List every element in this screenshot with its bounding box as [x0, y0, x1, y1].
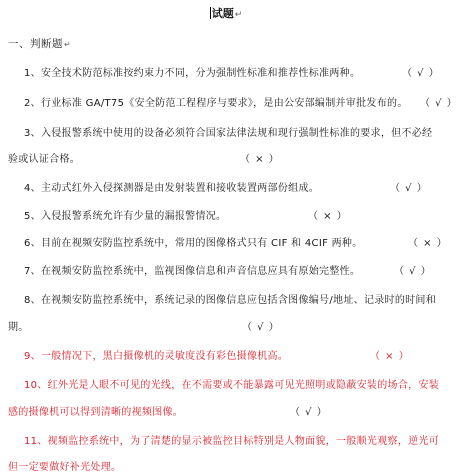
title-text: 试题 [211, 7, 234, 20]
question-7-answer: （ √ ） [394, 266, 432, 277]
question-5-text: 5、入侵报警系统允许有少量的漏报警情况。 [24, 211, 227, 222]
question-11-line-2: 但一定要做好补光处理。 [8, 462, 122, 473]
section-heading-text: 一、判断题 [8, 38, 63, 50]
question-2-answer: （ √ ） [420, 98, 458, 109]
question-10-text: 感的摄像机可以得到清晰的视频图像。 [8, 407, 184, 418]
section-heading [8, 36, 71, 51]
question-10-line-2 [8, 403, 183, 418]
question-7-text: 7、在视频安防监控系统中，监视图像信息和声音信息应具有原始完整性。 [24, 266, 361, 277]
question-11-line-1: 11、视频监控系统中，为了清楚的显示被监控目标特别是人物面貌，一般顺光观察，逆光可 [24, 436, 440, 447]
question-5 [24, 207, 226, 222]
question-10-answer: （ √ ） [290, 407, 328, 418]
question-8-answer: （ √ ） [242, 322, 280, 333]
question-8-line-1: 8、在视频安防监控系统中，系统记录的图像信息应包括含图像编号/地址、记录时的时间和 [24, 295, 437, 306]
question-4-answer: （ √ ） [390, 183, 428, 194]
question-6-answer: （ × ） [408, 238, 448, 249]
question-4-text: 4、主动式红外入侵探测器是由发射装置和接收装置两部份组成。 [24, 183, 320, 194]
paragraph-mark-icon: ↵ [234, 10, 243, 20]
question-3-line-2 [8, 150, 80, 165]
question-3-line-1: 3、入侵报警系统中使用的设备必须符合国家法律法规和现行强制性标准的要求，但不必经 [24, 128, 433, 139]
question-6-text: 6、目前在视频安防监控系统中，常用的图像格式只有 CIF 和 4CIF 两种。 [24, 238, 363, 249]
question-1 [24, 64, 360, 79]
question-1-answer: （ √ ） [402, 68, 440, 79]
paragraph-mark-icon: ↵ [64, 40, 72, 49]
question-9 [24, 347, 288, 362]
question-2 [24, 94, 408, 109]
question-8-line-2 [8, 318, 29, 333]
question-9-answer: （ × ） [370, 351, 410, 362]
question-10-line-1: 10、红外光是人眼不可见的光线，在不需要或不能暴露可见光照明或隐蔽安装的场合，安装 [24, 380, 440, 391]
question-8-text: 期。 [8, 322, 29, 333]
question-6 [24, 234, 363, 249]
question-9-text: 9、一般情况下，黑白摄像机的灵敏度没有彩色摄像机高。 [24, 351, 289, 362]
text-cursor [210, 7, 211, 19]
document-title [0, 5, 452, 21]
question-3-answer: （ × ） [240, 154, 280, 165]
question-1-text: 1、安全技术防范标准按约束力不同，分为强制性标准和推荐性标准两种。 [24, 68, 361, 79]
question-4 [24, 179, 319, 194]
question-5-answer: （ × ） [308, 211, 348, 222]
question-3-text: 验或认证合格。 [8, 154, 81, 165]
question-7 [24, 262, 360, 277]
question-2-text: 2、行业标准 GA/T75《安全防范工程程序与要求》，是由公安部编制并审批发布的。 [24, 98, 408, 109]
